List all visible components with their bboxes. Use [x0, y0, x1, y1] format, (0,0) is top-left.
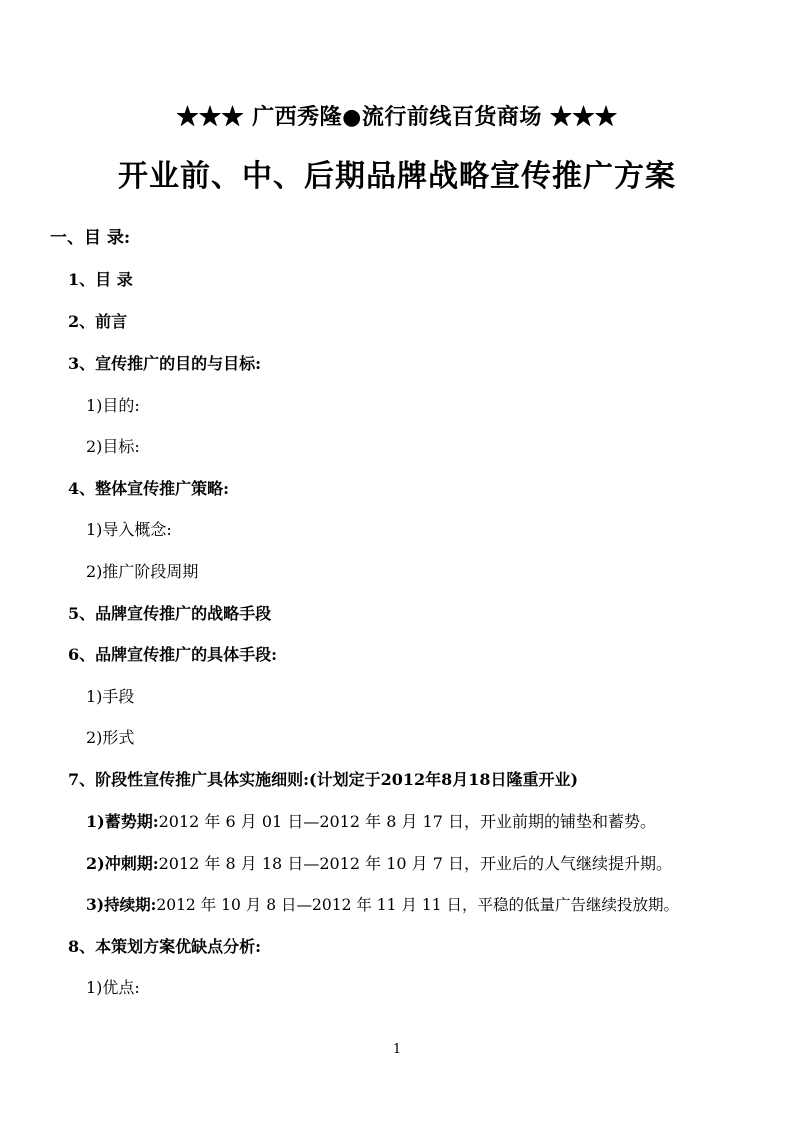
toc-item: 7、阶段性宣传推广具体实施细则:(计划定于2012年8月18日隆重开业)	[68, 770, 579, 789]
toc-phase-label: 1)蓄势期:	[86, 812, 159, 831]
toc-subitem: 1)导入概念:	[86, 520, 172, 539]
toc-phase-row	[86, 814, 656, 830]
toc-phase-label: 2)冲刺期:	[86, 854, 159, 873]
toc-subitem: 1)目的:	[86, 396, 140, 415]
toc-item: 1、目 录	[68, 270, 133, 289]
toc-phase-row	[86, 856, 672, 872]
toc-subitem: 2)推广阶段周期	[86, 562, 199, 581]
toc-phase-text: 2012 年 10 月 8 日—2012 年 11 月 11 日，平稳的低量广告继续投放期。	[156, 896, 680, 914]
toc-item: 2、前言	[68, 312, 128, 331]
toc-item: 3、宣传推广的目的与目标:	[68, 354, 262, 373]
toc-subitem: 1)优点:	[86, 978, 140, 997]
toc-item: 5、品牌宣传推广的战略手段	[68, 604, 272, 623]
toc-heading: 一、目 录:	[50, 228, 131, 248]
toc-phase-text: 2012 年 8 月 18 日—2012 年 10 月 7 日，开业后的人气继续提升期。	[158, 854, 673, 873]
toc-phase-row	[86, 897, 679, 914]
toc-item: 8、本策划方案优缺点分析:	[68, 937, 262, 956]
toc-phase-text: 2012 年 6 月 01 日—2012 年 8 月 17 日，开业前期的铺垫和蓄势。	[158, 812, 657, 831]
page-number: 1	[392, 1042, 402, 1057]
toc-item: 4、整体宣传推广策略:	[68, 479, 230, 498]
toc-subitem: 2)目标:	[86, 437, 140, 456]
toc-subitem: 1)手段	[86, 687, 135, 706]
document-title-line2: 开业前、中、后期品牌战略宣传推广方案	[118, 159, 676, 194]
toc-subitem: 2)形式	[86, 728, 135, 747]
document-title-line1: ★★★ 广西秀隆●流行前线百货商场 ★★★	[176, 104, 618, 130]
toc-item: 6、品牌宣传推广的具体手段:	[68, 645, 278, 664]
toc-phase-label: 3)持续期:	[86, 895, 157, 914]
